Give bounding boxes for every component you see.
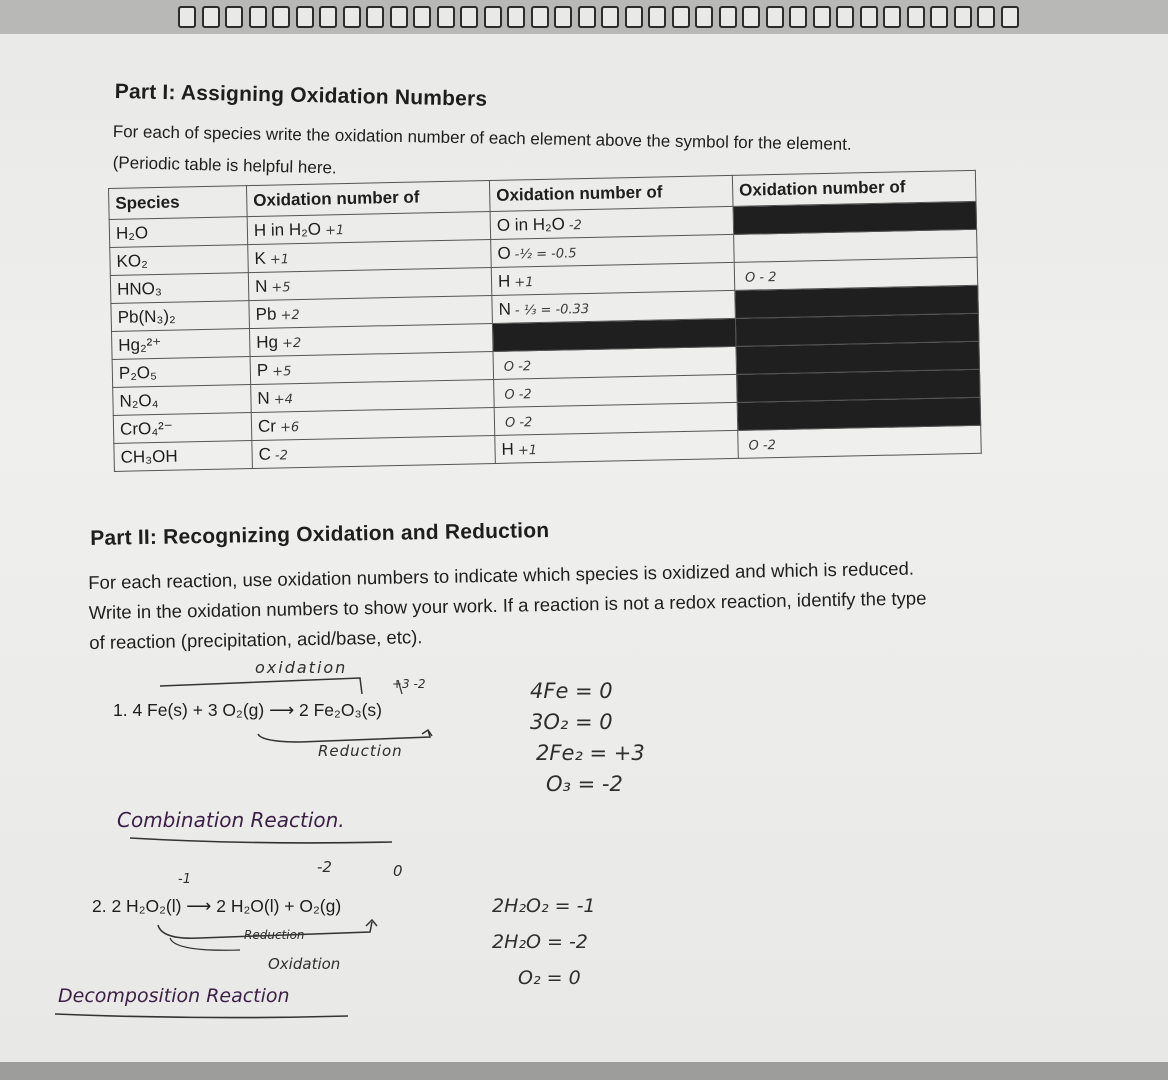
header-oxnum-2: Oxidation number of bbox=[489, 175, 733, 211]
handwritten-oxidation-number: +5 bbox=[271, 279, 291, 296]
cell-label: HNO₃ bbox=[116, 278, 163, 299]
cell-label: N bbox=[254, 276, 268, 296]
handwritten-oxidation-number: +1 bbox=[514, 274, 534, 291]
cell-label: Hg bbox=[256, 331, 279, 352]
r1-work-line: 3O₂ = 0 bbox=[530, 710, 613, 734]
cell-label: Hg₂²⁺ bbox=[118, 334, 162, 355]
r1-work-line: 4Fe = 0 bbox=[530, 679, 613, 703]
cell-label: H₂O bbox=[115, 222, 149, 243]
page-bottom-edge bbox=[0, 1062, 1168, 1080]
r1-oxnum-tick bbox=[398, 680, 402, 694]
handwritten-oxidation-number: O - 2 bbox=[744, 269, 777, 286]
cell-label: Cr bbox=[257, 416, 277, 436]
cell-label: O bbox=[497, 243, 511, 263]
part2-instructions-line2: Write in the oxidation numbers to show your work. If a reaction is not a redox reaction, identify the type bbox=[88, 587, 927, 623]
handwritten-oxidation-number: -½ = -0.5 bbox=[514, 245, 577, 262]
cell-label: H bbox=[497, 271, 511, 291]
r2-reduction-label: Reduction bbox=[244, 928, 305, 942]
r1-work-line: 2Fe₂ = +3 bbox=[536, 741, 645, 765]
header-species: Species bbox=[109, 186, 248, 220]
handwritten-oxidation-number: +5 bbox=[272, 363, 292, 380]
part2-instructions-line1: For each reaction, use oxidation numbers to indicate which species is oxidized and which is reduced. bbox=[88, 557, 915, 593]
r2-oxnum-product2: 0 bbox=[393, 862, 403, 880]
header-oxnum-3: Oxidation number of bbox=[732, 170, 976, 206]
r2-oxnum-reactant: -1 bbox=[178, 872, 191, 887]
r1-oxidation-bracket bbox=[160, 678, 362, 694]
part1-title: Part I: Assigning Oxidation Numbers bbox=[114, 80, 488, 111]
header-oxnum-1: Oxidation number of bbox=[246, 181, 490, 217]
cell-label: Pb bbox=[255, 304, 277, 324]
handwritten-oxidation-number: +1 bbox=[517, 442, 538, 458]
r1-oxnum-above: +3 -2 bbox=[392, 677, 426, 691]
r2-type-label: Decomposition Reaction bbox=[58, 985, 290, 1007]
cell-label: P bbox=[256, 360, 269, 380]
cell-label: Pb(N₃)₂ bbox=[117, 306, 176, 327]
handwritten-oxidation-number: -2 bbox=[274, 447, 289, 464]
cell-label: KO₂ bbox=[116, 250, 148, 271]
r2-work-line: 2H₂O₂ = -1 bbox=[492, 895, 596, 917]
r2-type-underline bbox=[55, 1014, 348, 1018]
cell-label: CrO₄²⁻ bbox=[119, 418, 173, 439]
handwritten-oxidation-number: O -2 bbox=[504, 414, 533, 431]
r2-equation: 2. 2 H₂O₂(l) ⟶ 2 H₂O(l) + O₂(g) bbox=[92, 896, 342, 916]
r1-type-label: Combination Reaction. bbox=[117, 808, 345, 832]
r1-oxidation-label: oxidation bbox=[255, 658, 348, 677]
part2-instructions-line3: of reaction (precipitation, acid/base, etc). bbox=[89, 626, 423, 653]
handwritten-oxidation-number: O -2 bbox=[504, 386, 532, 403]
part2-title: Part II: Recognizing Oxidation and Reduction bbox=[90, 518, 550, 550]
handwritten-oxidation-number: +2 bbox=[280, 307, 300, 323]
part1-instructions-line1: For each of species write the oxidation number of each element above the symbol for the element. bbox=[112, 121, 852, 154]
cell-label: H in H₂O bbox=[253, 219, 322, 240]
cell-label: CH₃OH bbox=[120, 446, 178, 467]
r2-work-line: O₂ = 0 bbox=[518, 967, 581, 989]
part1-instructions-line2: (Periodic table is helpful here. bbox=[112, 153, 337, 178]
handwritten-oxidation-number: - ⅓ = -0.33 bbox=[514, 301, 590, 319]
r2-oxidation-bracket bbox=[170, 938, 240, 950]
r1-equation: 1. 4 Fe(s) + 3 O₂(g) ⟶ 2 Fe₂O₃(s) bbox=[113, 700, 382, 720]
r2-reduction-bracket bbox=[158, 920, 377, 938]
handwritten-oxidation-number: O -2 bbox=[503, 358, 532, 375]
cell-label: K bbox=[254, 248, 267, 268]
cell-label: C bbox=[258, 444, 272, 464]
cell-label: H bbox=[501, 439, 515, 459]
cell-label: N₂O₄ bbox=[119, 390, 159, 411]
r2-work-line: 2H₂O = -2 bbox=[492, 931, 588, 953]
r1-type-underline bbox=[130, 838, 392, 843]
r1-work-line: O₃ = -2 bbox=[546, 772, 623, 796]
cell-label: O in H₂O bbox=[496, 213, 566, 235]
handwritten-oxidation-number: +1 bbox=[269, 251, 290, 268]
cell-label: N bbox=[257, 388, 270, 408]
r1-reduction-label: Reduction bbox=[318, 742, 403, 760]
r2-oxnum-product1: -2 bbox=[317, 858, 332, 876]
cell-label: P₂O₅ bbox=[118, 362, 158, 383]
handwritten-oxidation-number: O -2 bbox=[748, 437, 777, 454]
r1-reduction-bracket bbox=[258, 730, 432, 742]
handwritten-oxidation-number: +2 bbox=[281, 335, 302, 351]
r2-oxidation-label: Oxidation bbox=[268, 955, 341, 973]
handwritten-oxidation-number: -2 bbox=[568, 217, 583, 233]
cell-label: N bbox=[498, 299, 512, 319]
handwritten-oxidation-number: +6 bbox=[279, 419, 300, 435]
handwritten-oxidation-number: +4 bbox=[273, 391, 294, 408]
handwritten-oxidation-number: +1 bbox=[324, 222, 345, 238]
